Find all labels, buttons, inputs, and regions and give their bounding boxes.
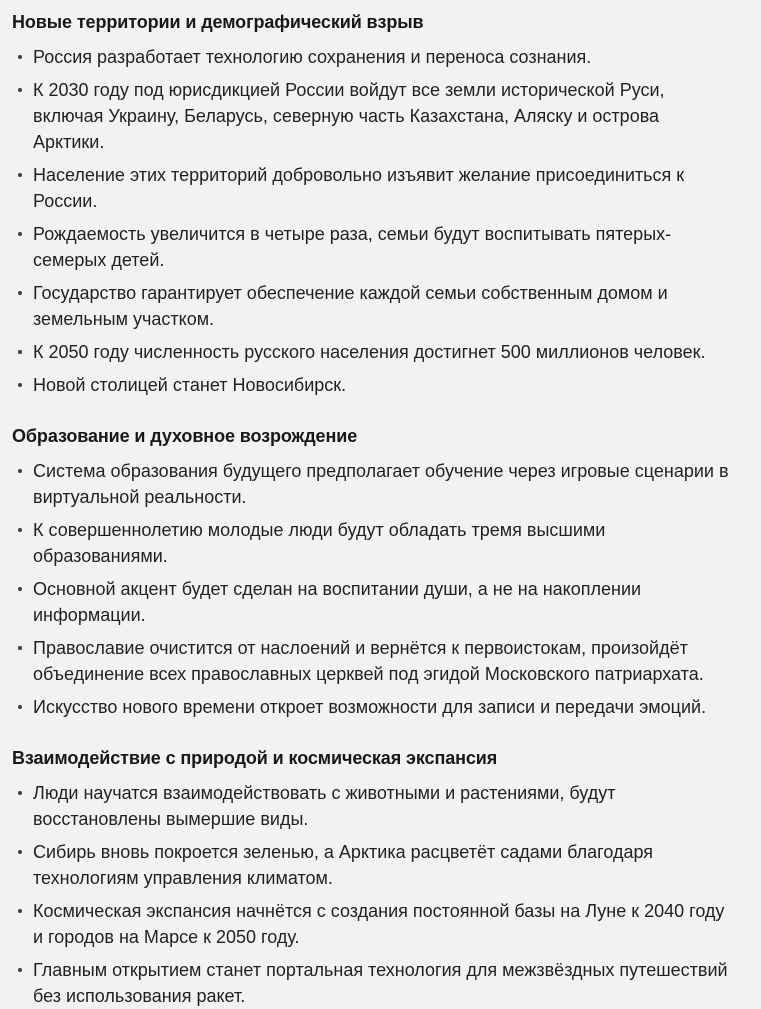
list-item-text: Искусство нового времени откроет возможности для записи и передачи эмоций.	[33, 697, 707, 717]
list-item-text: Государство гарантирует обеспечение каждой семьи собственным домом и земельным участком.	[33, 283, 668, 329]
list-item	[12, 694, 735, 720]
list-item	[12, 957, 735, 1009]
bullet-icon	[18, 791, 22, 795]
list-item-text: К совершеннолетию молодые люди будут обладать тремя высшими образованиями.	[33, 520, 606, 566]
list-item	[12, 280, 735, 332]
list-item	[12, 372, 735, 398]
list-item	[12, 458, 735, 510]
list-item-text: Основной акцент будет сделан на воспитании души, а не на накоплении информации.	[33, 579, 642, 625]
bullet-icon	[18, 383, 22, 387]
list-item-text: К 2050 году численность русского населения достигнет 500 миллионов человек.	[33, 342, 706, 362]
bullet-icon	[18, 55, 22, 59]
section-heading: Взаимодействие с природой и космическая экспансия	[12, 748, 498, 768]
bullet-list	[12, 458, 735, 720]
section-heading: Новые территории и демографический взрыв	[12, 12, 424, 32]
list-item-text: Главным открытием станет портальная технология для межзвёздных путешествий без использования ракет.	[33, 960, 728, 1006]
bullet-icon	[18, 291, 22, 295]
list-item	[12, 517, 735, 569]
bullet-icon	[18, 88, 22, 92]
bullet-icon	[18, 909, 22, 913]
list-item	[12, 339, 735, 365]
bullet-icon	[18, 587, 22, 591]
list-item	[12, 576, 735, 628]
list-item	[12, 780, 735, 832]
list-item	[12, 635, 735, 687]
bullet-list	[12, 780, 735, 1009]
bullet-icon	[18, 646, 22, 650]
list-item-text: К 2030 году под юрисдикцией России войдут все земли исторической Руси, включая Украину, Беларусь, северную часть Казахстана, Аляску и острова Арктики.	[33, 80, 665, 152]
bullet-icon	[18, 173, 22, 177]
list-item-text: Система образования будущего предполагает обучение через игровые сценарии в виртуальной реальности.	[33, 461, 729, 507]
bullet-icon	[18, 850, 22, 854]
list-item-text: Православие очистится от наслоений и вернётся к первоистокам, произойдёт объединение всех православных церквей под эгидой Московского патриархата.	[33, 638, 704, 684]
list-item-text: Население этих территорий добровольно изъявит желание присоединиться к России.	[33, 165, 685, 211]
bullet-icon	[18, 350, 22, 354]
content-section	[12, 746, 735, 1009]
list-item-text: Рождаемость увеличится в четыре раза, семьи будут воспитывать пятерых-семерых детей.	[33, 224, 672, 270]
bullet-icon	[18, 968, 22, 972]
bullet-icon	[18, 528, 22, 532]
bullet-icon	[18, 232, 22, 236]
list-item	[12, 77, 735, 155]
list-item	[12, 44, 735, 70]
list-item-text: Новой столицей станет Новосибирск.	[33, 375, 347, 395]
section-heading: Образование и духовное возрождение	[12, 426, 358, 446]
bullet-icon	[18, 705, 22, 709]
list-item	[12, 898, 735, 950]
bullet-list	[12, 44, 735, 398]
list-item-text: Космическая экспансия начнётся с создания постоянной базы на Луне к 2040 году и городов на Марсе к 2050 году.	[33, 901, 725, 947]
list-item	[12, 221, 735, 273]
content-section	[12, 424, 735, 720]
list-item-text: Люди научатся взаимодействовать с животными и растениями, будут восстановлены вымершие виды.	[33, 783, 616, 829]
list-item-text: Россия разработает технологию сохранения и переноса сознания.	[33, 47, 592, 67]
content-section	[12, 10, 735, 398]
bullet-icon	[18, 469, 22, 473]
list-item	[12, 839, 735, 891]
list-item	[12, 162, 735, 214]
list-item-text: Сибирь вновь покроется зеленью, а Арктика расцветёт садами благодаря технологиям управления климатом.	[33, 842, 654, 888]
